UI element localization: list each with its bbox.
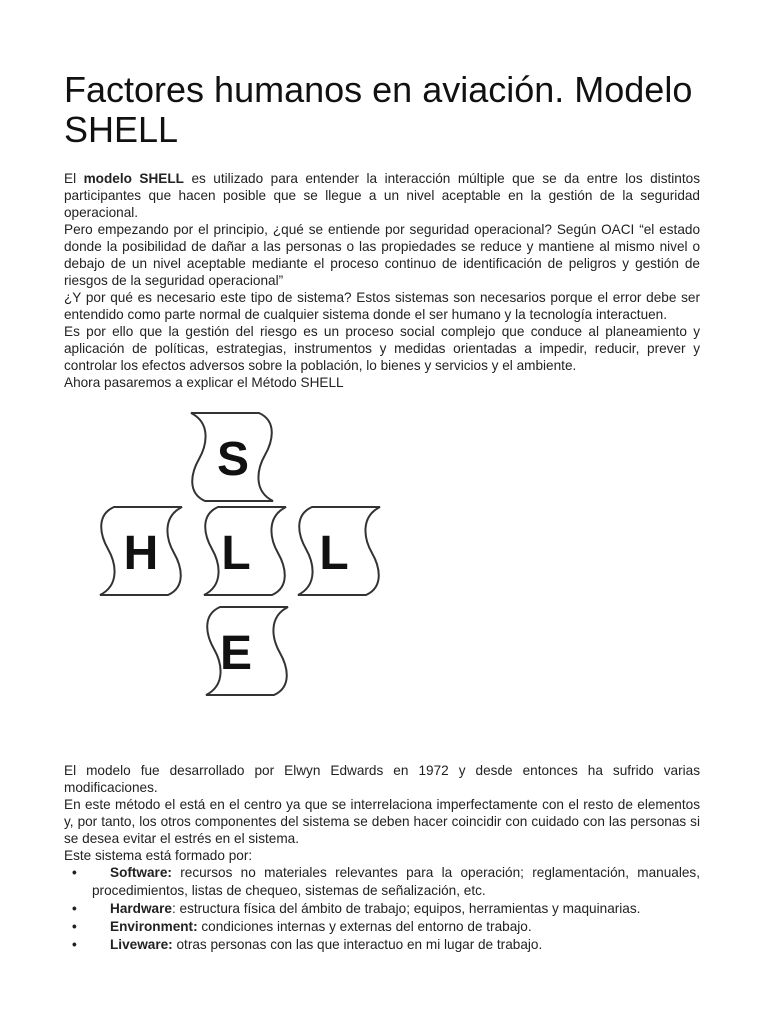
intro-p1-bold: modelo SHELL: [83, 171, 184, 186]
bullet-icon: •: [72, 937, 77, 952]
shell-diagram: [64, 395, 700, 760]
list-term: Software:: [110, 865, 172, 880]
list-term: Hardware: [110, 901, 172, 916]
intro-p1-post: es utilizado para entender la interacción múltiple que se da entre los distintos participantes que hacen posible que se llegue a un nivel aceptable en la gestión de la seguridad operacional.: [64, 171, 700, 220]
list-desc: : estructura física del ámbito de trabajo; equipos, herramientas y maquinarias.: [171, 901, 641, 916]
tile-s-letter: S: [216, 433, 250, 486]
list-term: Environment:: [110, 919, 198, 934]
body-paragraph-2: En este método el está en el centro ya que se interrelaciona imperfectamente con el resto de elementos y, por tanto, los otros componentes del sistema se deben hacer coincidir con cuidado con las personas si se desea evitar el estrés en el sistema.: [64, 797, 700, 846]
intro-paragraph-3: ¿Y por qué es necesario este tipo de sistema? Estos sistemas son necesarios porque el error debe ser entendido como parte normal de cualquier sistema donde el ser humano y la tecnología interactuen.: [64, 290, 700, 322]
intro-paragraph-5: Ahora pasaremos a explicar el Método SHELL: [64, 375, 344, 390]
intro-paragraph-1: [64, 170, 700, 221]
bullet-icon: •: [72, 919, 77, 934]
body-paragraph-3: Este sistema está formado por:: [64, 848, 253, 863]
list-desc: recursos no materiales relevantes para la operación; reglamentación, manuales, procedimientos, listas de chequeo, sistemas de señalización, etc.: [92, 865, 700, 898]
list-item-environment: [64, 918, 700, 936]
intro-paragraph-2: Pero empezando por el principio, ¿qué se entiende por seguridad operacional? Según OACI “el estado donde la posibilidad de dañar a las personas o las propiedades se reduce y mantiene al mismo nivel o debajo de un nivel aceptable mediante el proceso continuo de identificación de peligros y gestión de riesgos de la seguridad operacional”: [64, 222, 700, 288]
list-item-software: [64, 864, 700, 900]
intro-p1-pre: El: [64, 171, 84, 186]
bullet-icon: •: [72, 901, 77, 916]
list-term: Liveware:: [110, 937, 173, 952]
shell-diagram-svg: [64, 395, 700, 760]
bullet-icon: •: [72, 865, 77, 880]
tile-l-right-letter: L: [319, 527, 349, 580]
intro-paragraph-4: Es por ello que la gestión del riesgo es un proceso social complejo que conduce al planeamiento y aplicación de políticas, estrategias, instrumentos y medidas orientadas a impedir, reducir, prever y controlar los efectos adversos sobre la población, lo bienes y servicios y el ambiente.: [64, 324, 700, 373]
list-item-hardware: [64, 900, 700, 918]
document-title: Factores humanos en aviación. Modelo SHELL: [64, 69, 693, 150]
tile-e-letter: E: [219, 627, 253, 680]
body-section: [64, 762, 700, 954]
body-paragraph-1: El modelo fue desarrollado por Elwyn Edwards en 1972 y desde entonces ha sufrido varias modificaciones.: [64, 763, 700, 795]
shell-components-list: [64, 864, 700, 954]
tile-l-center-letter: L: [221, 527, 251, 580]
list-item-liveware: [64, 936, 700, 954]
document-page: [64, 70, 700, 954]
tile-s: [191, 413, 273, 501]
list-desc: otras personas con las que interactuo en mi lugar de trabajo.: [172, 937, 543, 952]
tile-h-letter: H: [123, 527, 159, 580]
list-desc: condiciones internas y externas del entorno de trabajo.: [197, 919, 532, 934]
